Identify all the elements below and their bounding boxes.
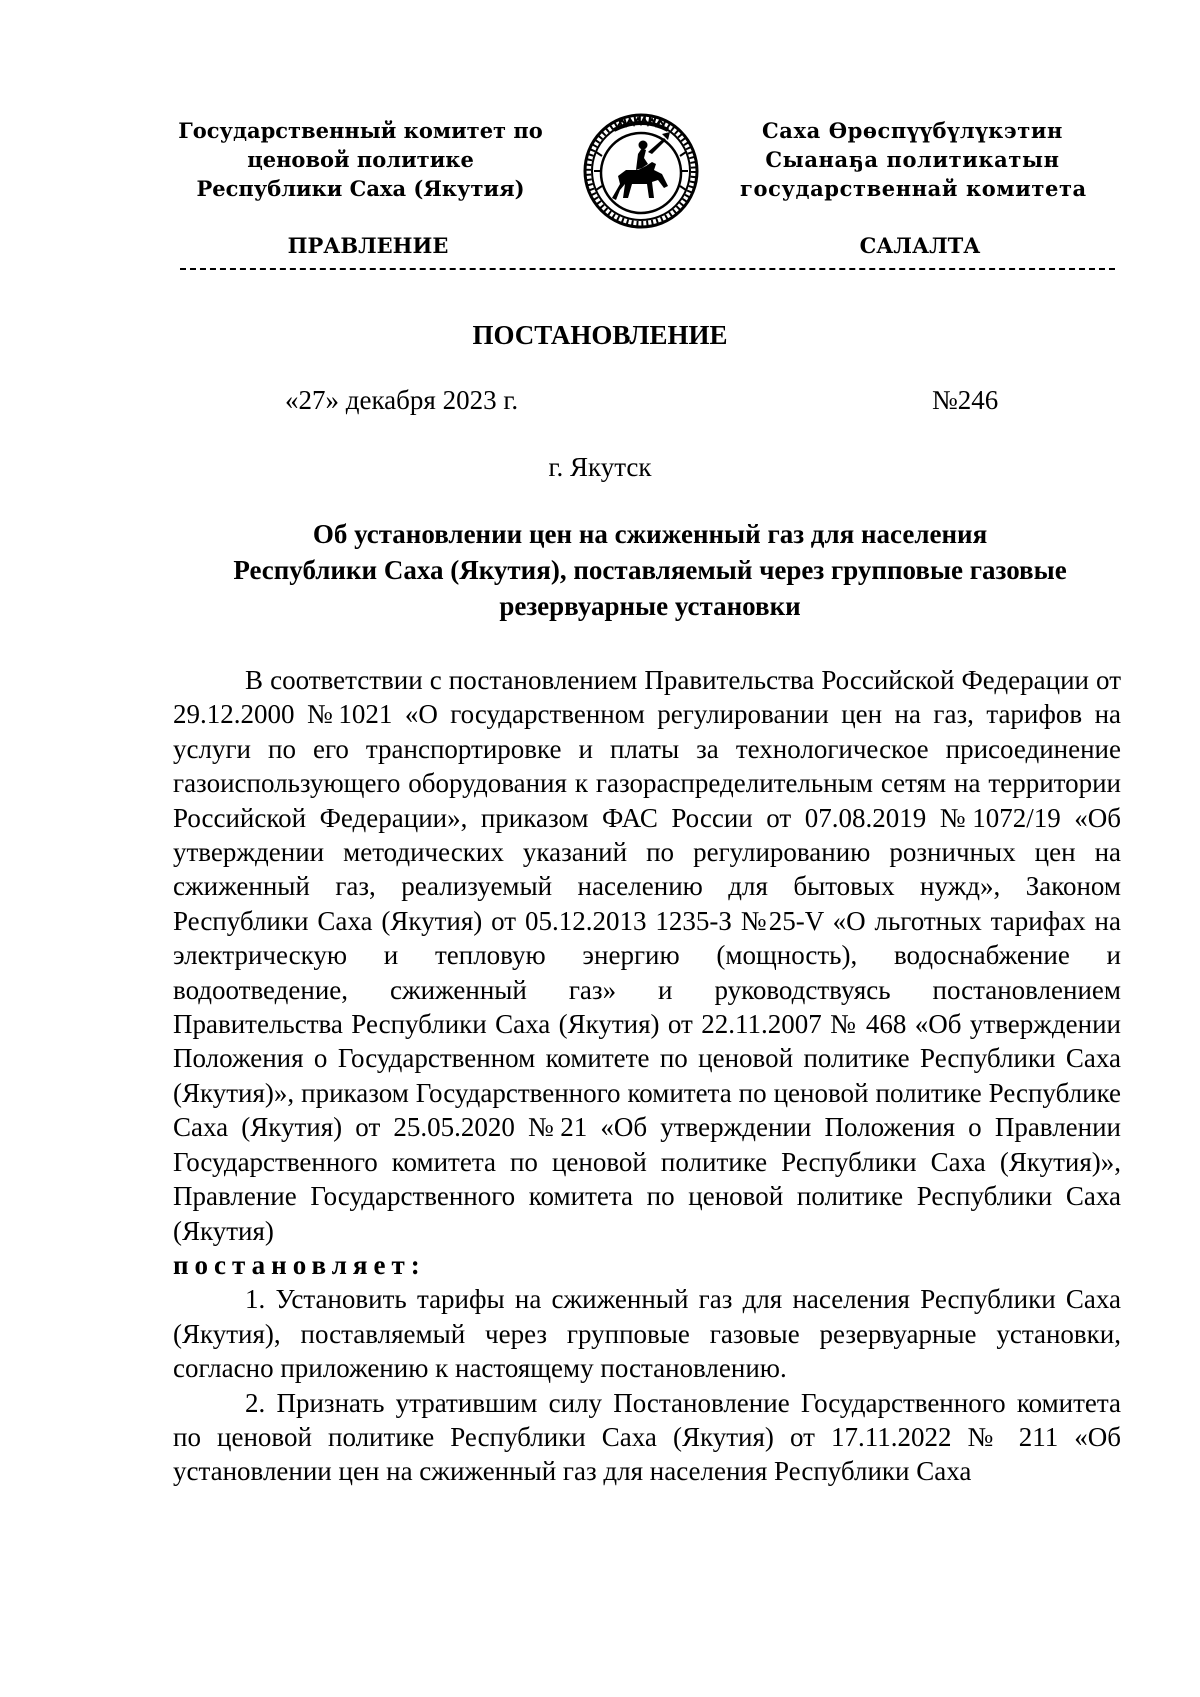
header-left-line: ценовой политике <box>247 147 474 172</box>
board-label-ru: ПРАВЛЕНИЕ <box>287 233 449 258</box>
header-right-line: государственнай комитета <box>740 176 1087 201</box>
preamble-paragraph: В соответствии с постановлением Правительства Российской Федерации от 29.12.2000 №1021 «О государственном регулировании цен на газ, тарифов на услуги по его транспортировке и платы за технологическое присоединение газоиспользующего оборудования к газораспределительным сетям на территории Российской Федерации», приказом ФАС России от 07.08.2019 №1072/19 «Об утверждении методических указаний по регулированию розничных цен на сжиженный газ, реализуемый населению для бытовых нужд», Законом Республики Саха (Якутия) от 05.12.2013 1235-З №25-V «О льготных тарифах на электрическую и тепловую энергию (мощность), водоснабжение и водоотведение, сжиженный газ» и руководствуясь постановлением Правительства Республики Саха (Якутия) от 22.11.2007 № 468 «Об утверждении Положения о Государственном комитете по ценовой политике Республики Саха (Якутия)», приказом Государственного комитета по ценовой политике Республике Саха (Якутия) от 25.05.2020 №21 «Об утверждении Положения о Правлении Государственного комитета по ценовой политике Республики Саха (Якутия)», Правление Государственного комитета по ценовой политике Республики Саха (Якутия) <box>173 665 1121 1246</box>
document-date: «27» декабря 2023 г. <box>285 385 519 415</box>
document-city: г. Якутск <box>548 452 652 482</box>
subject-line: Об установлении цен на сжиженный газ для населения <box>312 519 988 549</box>
header-left-org-name <box>178 116 543 203</box>
subject-line: резервуарные установки <box>499 591 801 621</box>
document-subject <box>160 516 1140 624</box>
subject-line: Республики Саха (Якутия), поставляемый через групповые газовые <box>233 555 1067 585</box>
document-title: ПОСТАНОВЛЕНИЕ <box>472 320 728 350</box>
board-label-sakha: САЛАЛТА <box>859 233 981 258</box>
decree-word: постановляет: <box>173 1249 426 1280</box>
decree-paragraph <box>173 1248 1121 1282</box>
document-body <box>173 663 1121 1489</box>
document-number: №246 <box>932 385 999 415</box>
header-left-line: Государственный комитет по <box>178 118 543 143</box>
header-right-org-name <box>740 116 1085 203</box>
header-divider <box>180 268 1115 270</box>
header-right-line: Саха Өрөспүүбүлүкэтин <box>761 118 1064 143</box>
header-left-line: Республики Саха (Якутия) <box>196 176 525 201</box>
header-right-line: Сыанаҕа политикатын <box>765 147 1060 172</box>
item-1-paragraph: 1. Установить тарифы на сжиженный газ для населения Республики Саха (Якутия), поставляемый через групповые газовые резервуарные установки, согласно приложению к настоящему постановлению. <box>173 1284 1121 1384</box>
republic-sakha-coat-of-arms-icon <box>582 112 700 230</box>
item-2-paragraph: 2. Признать утратившим силу Постановление Государственного комитета по ценовой политике Республики Саха (Якутия) от 17.11.2022 № 211 «Об установлении цен на сжиженный газ для населения Республики Саха <box>173 1387 1121 1487</box>
